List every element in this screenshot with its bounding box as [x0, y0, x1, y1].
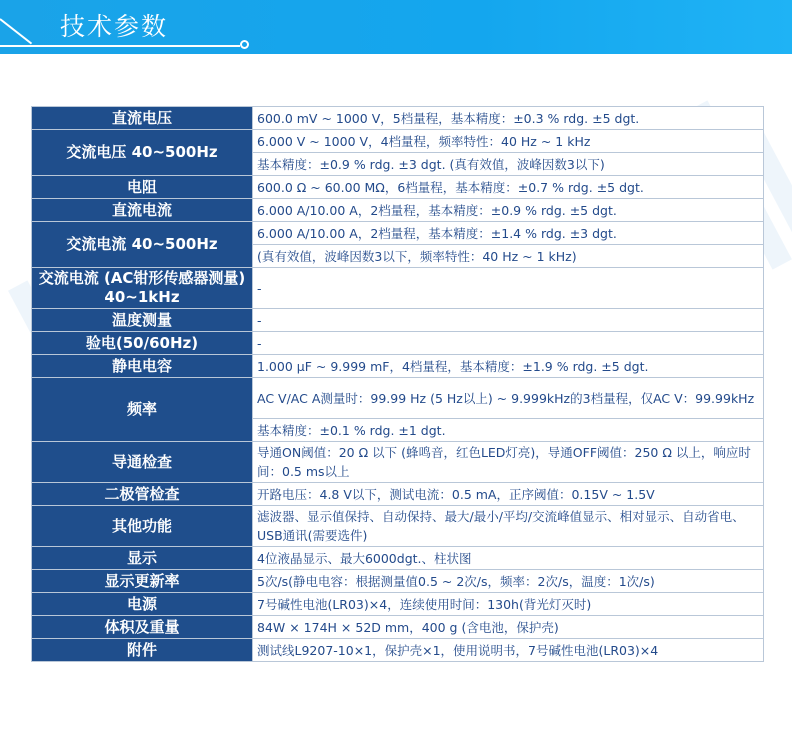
row-value: 6.000 V ~ 1000 V，4档量程，频率特性：40 Hz ~ 1 kHz [253, 130, 764, 153]
row-label: 交流电流 40~500Hz [32, 222, 253, 268]
row-label: 其他功能 [32, 506, 253, 547]
row-label: 频率 [32, 378, 253, 442]
row-value: (真有效值，波峰因数3以下，频率特性：40 Hz ~ 1 kHz) [253, 245, 764, 268]
header-decor-diagonal [0, 18, 32, 44]
row-label: 二极管检查 [32, 483, 253, 506]
row-value: 84W × 174H × 52D mm，400 g (含电池，保护壳) [253, 616, 764, 639]
row-value: 600.0 Ω ~ 60.00 MΩ，6档量程，基本精度：±0.7 % rdg. ±5 dgt. [253, 176, 764, 199]
row-label: 静电电容 [32, 355, 253, 378]
row-value: 基本精度：±0.9 % rdg. ±3 dgt. (真有效值，波峰因数3以下) [253, 153, 764, 176]
table-row [32, 570, 764, 593]
table-row [32, 593, 764, 616]
header-circle-icon [240, 40, 249, 49]
row-value: 7号碱性电池(LR03)×4，连续使用时间：130h(背光灯灭时) [253, 593, 764, 616]
row-value: 4位液晶显示、最大6000dgt.、柱状图 [253, 547, 764, 570]
row-value: - [253, 268, 764, 309]
row-label: 电源 [32, 593, 253, 616]
table-row [32, 506, 764, 547]
row-label: 温度测量 [32, 309, 253, 332]
row-label: 电阻 [32, 176, 253, 199]
row-value: AC V/AC A测量时：99.99 Hz (5 Hz以上) ~ 9.999kHz的3档量程，仅AC V：99.99kHz [253, 378, 764, 419]
row-label: 附件 [32, 639, 253, 662]
row-value: 导通ON阈值：20 Ω 以下 (蜂鸣音，红色LED灯亮)，导通OFF阈值：250 Ω 以上，响应时间：0.5 ms以上 [253, 442, 764, 483]
section-header [0, 0, 792, 54]
table-row [32, 199, 764, 222]
table-row [32, 268, 764, 309]
table-row [32, 639, 764, 662]
row-value: 滤波器、显示值保持、自动保持、最大/最小/平均/交流峰值显示、相对显示、自动省电、USB通讯(需要选件) [253, 506, 764, 547]
table-row [32, 355, 764, 378]
row-value: 6.000 A/10.00 A，2档量程，基本精度：±1.4 % rdg. ±3 dgt. [253, 222, 764, 245]
table-row [32, 176, 764, 199]
table-row [32, 130, 764, 153]
row-label: 交流电流 (AC钳形传感器测量) 40~1kHz [32, 268, 253, 309]
section-title: 技术参数 [60, 12, 169, 41]
table-row [32, 309, 764, 332]
row-value: 6.000 A/10.00 A，2档量程，基本精度：±0.9 % rdg. ±5 dgt. [253, 199, 764, 222]
table-row [32, 332, 764, 355]
row-value: 测试线L9207-10×1，保护壳×1，使用说明书，7号碱性电池(LR03)×4 [253, 639, 764, 662]
row-label: 体积及重量 [32, 616, 253, 639]
row-label: 直流电流 [32, 199, 253, 222]
row-label: 交流电压 40~500Hz [32, 130, 253, 176]
header-underline [0, 45, 240, 47]
row-value: - [253, 309, 764, 332]
row-value: 开路电压：4.8 V以下，测试电流：0.5 mA，正序阈值：0.15V ~ 1.5V [253, 483, 764, 506]
row-value: 600.0 mV ~ 1000 V，5档量程，基本精度：±0.3 % rdg. ±5 dgt. [253, 107, 764, 130]
table-row [32, 378, 764, 419]
row-value: 基本精度：±0.1 % rdg. ±1 dgt. [253, 419, 764, 442]
table-row [32, 442, 764, 483]
row-label: 验电(50/60Hz) [32, 332, 253, 355]
row-label: 直流电压 [32, 107, 253, 130]
table-row [32, 483, 764, 506]
table-row [32, 107, 764, 130]
row-value: 1.000 μF ~ 9.999 mF，4档量程，基本精度：±1.9 % rdg. ±5 dgt. [253, 355, 764, 378]
table-row [32, 616, 764, 639]
table-row [32, 547, 764, 570]
row-value: - [253, 332, 764, 355]
spec-table [31, 106, 764, 662]
table-row [32, 222, 764, 245]
row-label: 显示更新率 [32, 570, 253, 593]
row-label: 导通检查 [32, 442, 253, 483]
row-value: 5次/s(静电电容：根据测量值0.5 ~ 2次/s，频率：2次/s，温度：1次/s) [253, 570, 764, 593]
row-label: 显示 [32, 547, 253, 570]
